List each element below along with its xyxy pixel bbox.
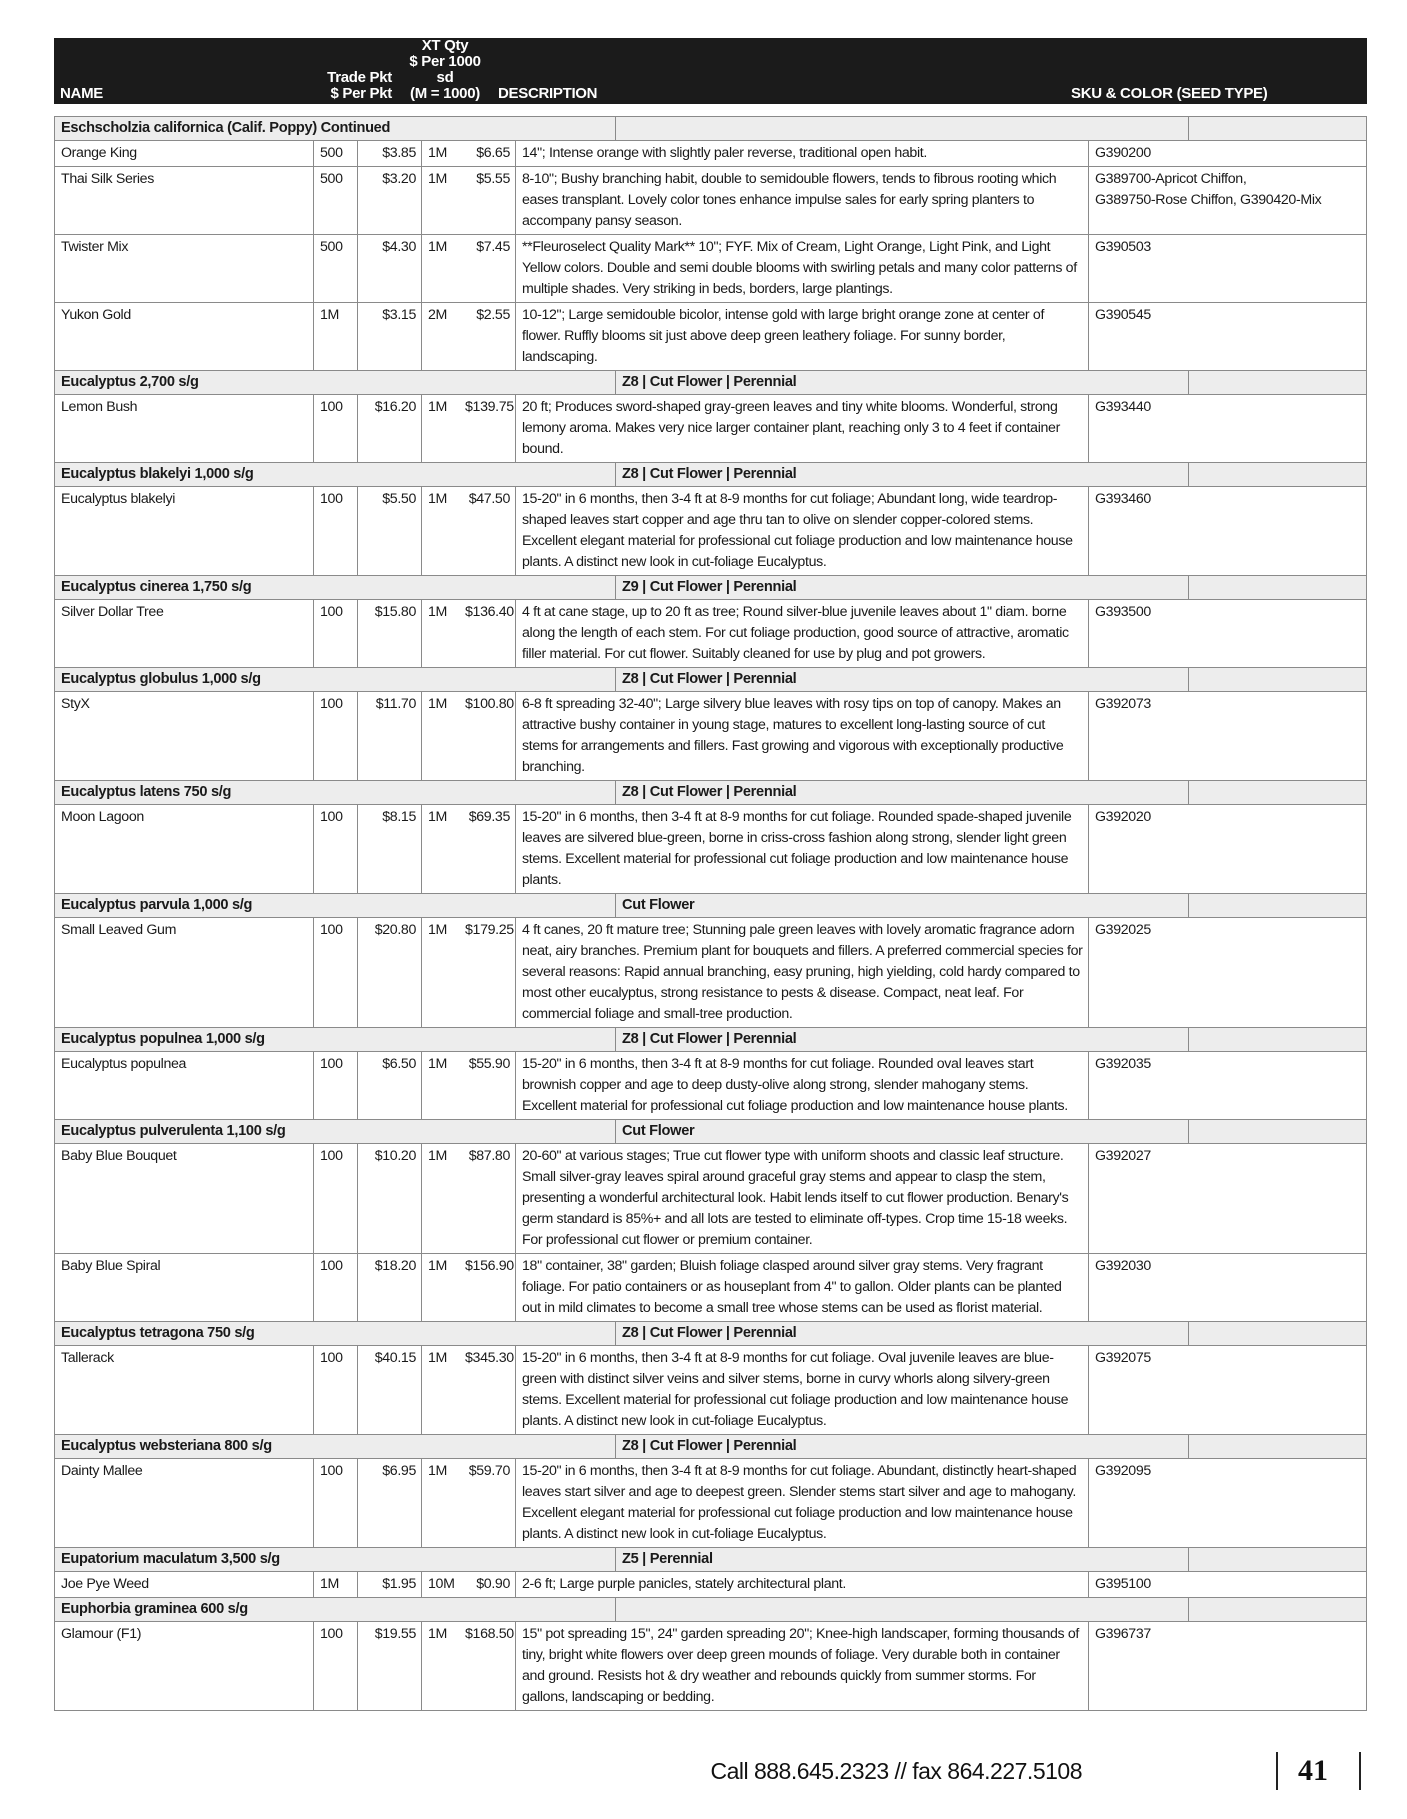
xt-price: $87.80 xyxy=(468,1148,510,1164)
sku-color: G392095 xyxy=(1088,1459,1390,1547)
description: 15" pot spreading 15", 24" garden spreading 20"; Knee-high landscaper, forming thousands of tiny, bright white flowers over deep green mounds of foliage. Very durable both in container and ground. Resists hot & dry weather and rebounds quickly from summer storms. For gallons, landscaping or bedding. xyxy=(515,1622,1088,1710)
species-row xyxy=(55,575,1366,599)
species-name: Eucalyptus websteriana 800 s/g xyxy=(61,1438,272,1454)
species-tag: Z8 | Cut Flower | Perennial xyxy=(615,463,1188,486)
xt-price: $168.50 xyxy=(465,1626,514,1642)
species-tag: Cut Flower xyxy=(615,894,1188,917)
table-row xyxy=(55,599,1366,667)
sku-color: G390503 xyxy=(1088,235,1390,302)
xt-qty: 1M xyxy=(421,1052,461,1119)
description: 4 ft at cane stage, up to 20 ft as tree; Round silver-blue juvenile leaves about 1" diam. borne along the length of each stem. For cut foliage production, good source of attractive, aromatic filler material. For cut flower. Suitably cleaned for use by plug and pot growers. xyxy=(515,600,1088,667)
trade-pkt-qty: 500 xyxy=(313,141,357,166)
species-name: Eucalyptus populnea 1,000 s/g xyxy=(61,1031,265,1047)
xt-price: $345.30 xyxy=(465,1350,514,1366)
xt-qty: 1M xyxy=(421,918,461,1027)
page-number: 41 xyxy=(1298,1754,1328,1787)
variety-name: Baby Blue Spiral xyxy=(61,1258,161,1274)
xt-price: $136.40 xyxy=(465,604,514,620)
sku-color: G392027 xyxy=(1088,1144,1390,1253)
trade-pkt-qty: 100 xyxy=(313,600,357,667)
xt-price: $55.90 xyxy=(468,1056,510,1072)
header-trade-pkt: Trade Pkt $ Per Pkt xyxy=(327,69,392,102)
variety-name: StyX xyxy=(61,696,90,712)
trade-pkt-price: $40.15 xyxy=(357,1346,421,1434)
species-sku-blank xyxy=(1188,781,1407,804)
variety-name: Orange King xyxy=(61,145,137,161)
species-sku-blank xyxy=(1188,1548,1407,1571)
species-tag xyxy=(615,117,1188,140)
species-row xyxy=(55,1434,1366,1458)
description: 15-20" in 6 months, then 3-4 ft at 8-9 months for cut foliage. Rounded spade-shaped juvenile leaves are silvered blue-green, borne in criss-cross fashion along strong, slender light green stems. Excellent material for professional cut foliage production and low maintenance house plants. xyxy=(515,805,1088,893)
xt-qty: 10M xyxy=(421,1572,461,1597)
sku-color: G393460 xyxy=(1088,487,1390,575)
trade-pkt-price: $3.20 xyxy=(357,167,421,234)
xt-qty: 1M xyxy=(421,1459,461,1547)
table-row xyxy=(55,234,1366,302)
species-sku-blank xyxy=(1188,117,1407,140)
footer-divider xyxy=(1276,1752,1278,1790)
sku-color: G392075 xyxy=(1088,1346,1390,1434)
xt-qty: 1M xyxy=(421,1254,461,1321)
trade-pkt-qty: 100 xyxy=(313,1144,357,1253)
sku-color: G392020 xyxy=(1088,805,1390,893)
trade-pkt-price: $16.20 xyxy=(357,395,421,462)
species-row xyxy=(55,1027,1366,1051)
trade-pkt-price: $10.20 xyxy=(357,1144,421,1253)
trade-pkt-qty: 100 xyxy=(313,487,357,575)
sku-color: G393500 xyxy=(1088,600,1390,667)
trade-pkt-price: $4.30 xyxy=(357,235,421,302)
variety-name: Eucalyptus populnea xyxy=(61,1056,187,1072)
variety-name: Lemon Bush xyxy=(61,399,138,415)
xt-price: $2.55 xyxy=(476,307,510,323)
species-sku-blank xyxy=(1188,894,1407,917)
table-row xyxy=(55,486,1366,575)
variety-name: Eucalyptus blakelyi xyxy=(61,491,176,507)
species-name: Eucalyptus globulus 1,000 s/g xyxy=(61,671,261,687)
sku-color: G396737 xyxy=(1088,1622,1390,1710)
description: 4 ft canes, 20 ft mature tree; Stunning pale green leaves with lovely aromatic fragrance adorn neat, airy branches. Premium plant for bouquets and fillers. A preferred commercial species for several reasons: Rapid annual branching, easy pruning, high yielding, cold hardy compared to most other eucalyptus, strong resistance to pests & disease. Compact, neat leaf. For commercial foliage and small-tree production. xyxy=(515,918,1088,1027)
variety-name: Silver Dollar Tree xyxy=(61,604,164,620)
species-name: Eucalyptus 2,700 s/g xyxy=(61,374,199,390)
variety-name: Small Leaved Gum xyxy=(61,922,177,938)
sku-color: G392025 xyxy=(1088,918,1390,1027)
xt-qty: 2M xyxy=(421,303,461,370)
variety-name: Moon Lagoon xyxy=(61,809,144,825)
species-tag: Cut Flower xyxy=(615,1120,1188,1143)
description: 15-20" in 6 months, then 3-4 ft at 8-9 months for cut foliage. Abundant, distinctly heart-shaped leaves start silver and age to deepest green. Slender stems start silver and age to mahogany. Excellent elegant material for professional cut foliage production and low maintenance house plants. A distinct new look in cut-foliage Eucalyptus. xyxy=(515,1459,1088,1547)
species-name: Eupatorium maculatum 3,500 s/g xyxy=(61,1551,280,1567)
trade-pkt-qty: 500 xyxy=(313,167,357,234)
trade-pkt-price: $5.50 xyxy=(357,487,421,575)
species-tag: Z8 | Cut Flower | Perennial xyxy=(615,1435,1188,1458)
table-row xyxy=(55,804,1366,893)
species-row xyxy=(55,1119,1366,1143)
xt-qty: 1M xyxy=(421,1144,461,1253)
contact-line: Call 888.645.2323 // fax 864.227.5108 xyxy=(710,1758,1082,1784)
description: 15-20" in 6 months, then 3-4 ft at 8-9 months for cut foliage. Oval juvenile leaves are blue-green with distinct silver veins and silver stems, borne in curvy whorls along silvery-green stems. Excellent material for professional cut foliage production and low maintenance house plants. A distinct new look in cut-foliage Eucalyptus. xyxy=(515,1346,1088,1434)
species-row xyxy=(55,462,1366,486)
trade-pkt-qty: 100 xyxy=(313,1254,357,1321)
xt-price: $0.90 xyxy=(476,1576,510,1592)
species-name: Eucalyptus pulverulenta 1,100 s/g xyxy=(61,1123,286,1139)
table-row xyxy=(55,1621,1366,1710)
species-sku-blank xyxy=(1188,1322,1407,1345)
species-sku-blank xyxy=(1188,1435,1407,1458)
description: 14"; Intense orange with slightly paler reverse, traditional open habit. xyxy=(515,141,1088,166)
sku-color: G390200 xyxy=(1088,141,1390,166)
table-header xyxy=(54,38,1367,104)
xt-price: $100.80 xyxy=(465,696,514,712)
header-description: DESCRIPTION xyxy=(498,85,598,102)
trade-pkt-price: $8.15 xyxy=(357,805,421,893)
table-row xyxy=(55,140,1366,166)
table-row xyxy=(55,917,1366,1027)
xt-qty: 1M xyxy=(421,1622,461,1710)
trade-pkt-qty: 100 xyxy=(313,692,357,780)
species-row xyxy=(55,893,1366,917)
species-sku-blank xyxy=(1188,668,1407,691)
species-row xyxy=(55,1321,1366,1345)
variety-name: Baby Blue Bouquet xyxy=(61,1148,177,1164)
xt-qty: 1M xyxy=(421,1346,461,1434)
xt-qty: 1M xyxy=(421,235,461,302)
xt-price: $179.25 xyxy=(465,922,514,938)
xt-price: $139.75 xyxy=(465,399,514,415)
trade-pkt-qty: 100 xyxy=(313,1346,357,1434)
sku-color: G395100 xyxy=(1088,1572,1390,1597)
species-row xyxy=(55,117,1366,140)
xt-price: $69.35 xyxy=(468,809,510,825)
xt-qty: 1M xyxy=(421,167,461,234)
species-name: Eucalyptus parvula 1,000 s/g xyxy=(61,897,253,913)
species-name: Eucalyptus tetragona 750 s/g xyxy=(61,1325,255,1341)
species-tag: Z9 | Cut Flower | Perennial xyxy=(615,576,1188,599)
sku-color: G390545 xyxy=(1088,303,1390,370)
species-tag xyxy=(615,1598,1188,1621)
trade-pkt-price: $1.95 xyxy=(357,1572,421,1597)
description: 15-20" in 6 months, then 3-4 ft at 8-9 months for cut foliage; Abundant long, wide teardrop-shaped leaves start copper and age thru tan to olive on slender copper-colored stems. Excellent elegant material for professional cut foliage production and low maintenance house plants. A distinct new look in cut-foliage Eucalyptus. xyxy=(515,487,1088,575)
species-row xyxy=(55,370,1366,394)
variety-name: Dainty Mallee xyxy=(61,1463,143,1479)
table-row xyxy=(55,1253,1366,1321)
trade-pkt-price: $19.55 xyxy=(357,1622,421,1710)
sku-color: G392035 xyxy=(1088,1052,1390,1119)
trade-pkt-qty: 100 xyxy=(313,1459,357,1547)
species-name: Euphorbia graminea 600 s/g xyxy=(61,1601,248,1617)
page-footer xyxy=(0,1752,1407,1792)
trade-pkt-qty: 100 xyxy=(313,1622,357,1710)
xt-price: $5.55 xyxy=(476,171,510,187)
species-tag: Z8 | Cut Flower | Perennial xyxy=(615,1028,1188,1051)
description: 2-6 ft; Large purple panicles, stately architectural plant. xyxy=(515,1572,1088,1597)
table-row xyxy=(55,1458,1366,1547)
xt-qty: 1M xyxy=(421,141,461,166)
species-tag: Z8 | Cut Flower | Perennial xyxy=(615,371,1188,394)
sku-color: G393440 xyxy=(1088,395,1390,462)
variety-name: Thai Silk Series xyxy=(61,171,154,187)
trade-pkt-price: $11.70 xyxy=(357,692,421,780)
table-row xyxy=(55,302,1366,370)
xt-price: $7.45 xyxy=(476,239,510,255)
xt-qty: 1M xyxy=(421,692,461,780)
species-name: Eucalyptus blakelyi 1,000 s/g xyxy=(61,466,254,482)
description: 10-12"; Large semidouble bicolor, intense gold with large bright orange zone at center of flower. Ruffly blooms sit just above deep green leathery foliage. For sunny border, landscaping. xyxy=(515,303,1088,370)
table-row xyxy=(55,1345,1366,1434)
catalog-sheet xyxy=(54,38,1367,1711)
species-sku-blank xyxy=(1188,1120,1407,1143)
description: 18" container, 38" garden; Bluish foliage clasped around silver gray stems. Very fragrant foliage. For patio containers or as houseplant from 4" to gallon. Older plants can be planted out in mild climates to become a small tree whose stems can be used as florist material. xyxy=(515,1254,1088,1321)
trade-pkt-price: $15.80 xyxy=(357,600,421,667)
table-row xyxy=(55,1051,1366,1119)
description: 8-10"; Bushy branching habit, double to semidouble flowers, tends to fibrous rooting which eases transplant. Lovely color tones enhance impulse sales for early spring planters to accompany pansy season. xyxy=(515,167,1088,234)
species-row xyxy=(55,1597,1366,1621)
variety-name: Twister Mix xyxy=(61,239,129,255)
species-name: Eschscholzia californica (Calif. Poppy) Continued xyxy=(61,120,391,136)
trade-pkt-qty: 1M xyxy=(313,1572,357,1597)
xt-qty: 1M xyxy=(421,600,461,667)
species-sku-blank xyxy=(1188,1598,1407,1621)
description: 20-60" at various stages; True cut flower type with uniform shoots and classic leaf structure. Small silver-gray leaves spiral around graceful gray stems and appear to clasp the stem, presenting a wonderful architectural look. Habit lends itself to cut flower production. Benary's germ standard is 85%+ and all lots are tested to eliminate off-types. Crop time 15-18 weeks. For professional cut flower or premium container. xyxy=(515,1144,1088,1253)
trade-pkt-qty: 100 xyxy=(313,1052,357,1119)
trade-pkt-price: $20.80 xyxy=(357,918,421,1027)
species-tag: Z8 | Cut Flower | Perennial xyxy=(615,1322,1188,1345)
table-row xyxy=(55,691,1366,780)
table-row xyxy=(55,1571,1366,1597)
xt-price: $59.70 xyxy=(468,1463,510,1479)
description: **Fleuroselect Quality Mark** 10"; FYF. Mix of Cream, Light Orange, Light Pink, and Light Yellow colors. Double and semi double blooms with swirling petals and many color patterns of multiple shades. Very striking in beds, borders, large plantings. xyxy=(515,235,1088,302)
header-xt-qty: XT Qty $ Per 1000 sd (M = 1000) xyxy=(409,37,481,102)
species-tag: Z8 | Cut Flower | Perennial xyxy=(615,668,1188,691)
description: 20 ft; Produces sword-shaped gray-green leaves and tiny white blooms. Wonderful, strong lemony aroma. Makes very nice larger container plant, reaching only 3 to 4 feet if container bound. xyxy=(515,395,1088,462)
trade-pkt-price: $3.85 xyxy=(357,141,421,166)
species-tag: Z5 | Perennial xyxy=(615,1548,1188,1571)
species-tag: Z8 | Cut Flower | Perennial xyxy=(615,781,1188,804)
xt-qty: 1M xyxy=(421,395,461,462)
trade-pkt-qty: 100 xyxy=(313,918,357,1027)
trade-pkt-qty: 500 xyxy=(313,235,357,302)
table-row xyxy=(55,394,1366,462)
description: 6-8 ft spreading 32-40"; Large silvery blue leaves with rosy tips on top of canopy. Makes an attractive bushy container in young stage, matures to excellent long-lasting source of cut stems for arrangements and fillers. Fast growing and vigorous with exceptionally productive branching. xyxy=(515,692,1088,780)
species-row xyxy=(55,667,1366,691)
trade-pkt-price: $18.20 xyxy=(357,1254,421,1321)
xt-price: $6.65 xyxy=(476,145,510,161)
table-row xyxy=(55,166,1366,234)
species-sku-blank xyxy=(1188,576,1407,599)
sku-color: G392030 xyxy=(1088,1254,1390,1321)
xt-price: $47.50 xyxy=(468,491,510,507)
description: 15-20" in 6 months, then 3-4 ft at 8-9 months for cut foliage. Rounded oval leaves start brownish copper and age to deep dusty-olive along strong, slender mahogany stems. Excellent material for professional cut foliage production and low maintenance house plants. xyxy=(515,1052,1088,1119)
trade-pkt-price: $3.15 xyxy=(357,303,421,370)
variety-name: Yukon Gold xyxy=(61,307,131,323)
xt-qty: 1M xyxy=(421,805,461,893)
trade-pkt-price: $6.95 xyxy=(357,1459,421,1547)
sku-color: G392073 xyxy=(1088,692,1390,780)
species-row xyxy=(55,780,1366,804)
xt-qty: 1M xyxy=(421,487,461,575)
species-sku-blank xyxy=(1188,1028,1407,1051)
variety-name: Tallerack xyxy=(61,1350,114,1366)
variety-name: Joe Pye Weed xyxy=(61,1576,149,1592)
header-name: NAME xyxy=(60,85,103,102)
footer-divider xyxy=(1359,1752,1361,1790)
trade-pkt-qty: 100 xyxy=(313,395,357,462)
header-sku: SKU & COLOR (SEED TYPE) xyxy=(1071,85,1268,102)
species-name: Eucalyptus cinerea 1,750 s/g xyxy=(61,579,252,595)
product-table xyxy=(54,116,1367,1711)
species-sku-blank xyxy=(1188,371,1407,394)
xt-price: $156.90 xyxy=(465,1258,514,1274)
species-row xyxy=(55,1547,1366,1571)
trade-pkt-qty: 100 xyxy=(313,805,357,893)
trade-pkt-qty: 1M xyxy=(313,303,357,370)
table-row xyxy=(55,1143,1366,1253)
species-name: Eucalyptus latens 750 s/g xyxy=(61,784,232,800)
sku-color: G389700-Apricot Chiffon, G389750-Rose Chiffon, G390420-Mix xyxy=(1088,167,1390,234)
variety-name: Glamour (F1) xyxy=(61,1626,142,1642)
species-sku-blank xyxy=(1188,463,1407,486)
trade-pkt-price: $6.50 xyxy=(357,1052,421,1119)
